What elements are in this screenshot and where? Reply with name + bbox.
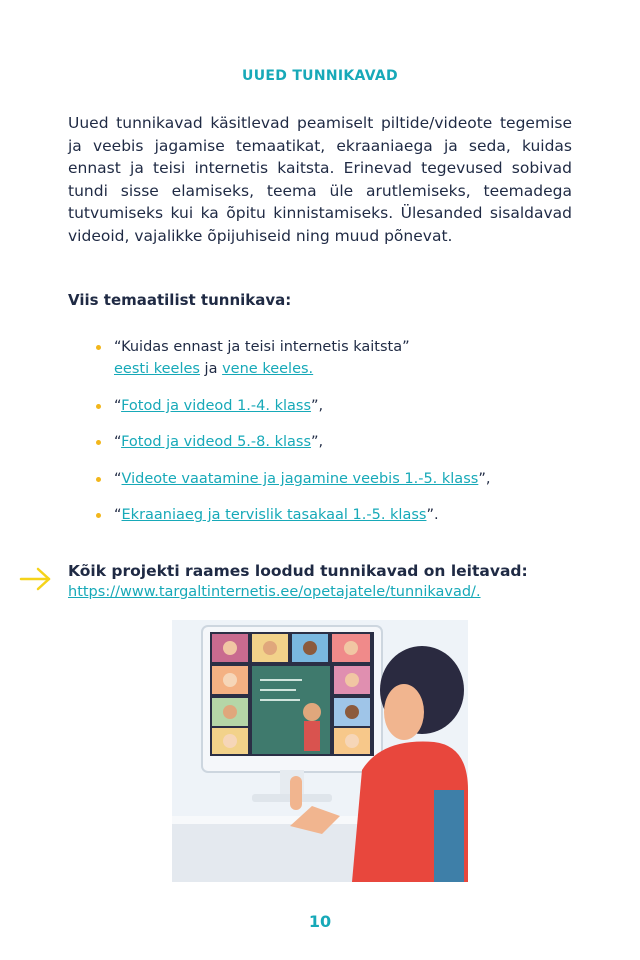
list-item xyxy=(96,468,490,490)
lesson-plans-heading: Viis temaatilist tunnikava: xyxy=(68,291,292,309)
bullet-icon xyxy=(96,404,101,409)
list-item xyxy=(96,395,323,417)
bullet-icon xyxy=(96,345,101,350)
page-title: UUED TUNNIKAVAD xyxy=(242,68,398,84)
list-item xyxy=(96,336,410,380)
quote-close: ”. xyxy=(426,507,439,523)
list-item-connector: ja xyxy=(199,361,223,377)
bullet-icon xyxy=(96,440,101,445)
quote-open: “ xyxy=(114,507,122,523)
lesson-plans-note: Kõik projekti raames loodud tunnikavad on leitavad: xyxy=(68,562,528,580)
quote-open: “ xyxy=(114,434,122,450)
video-call-illustration xyxy=(172,620,468,882)
arrow-right-icon xyxy=(18,565,54,593)
quote-close: ”, xyxy=(478,471,491,487)
lesson-plans-url[interactable]: https://www.targaltinternetis.ee/opetajatele/tunnikavad/. xyxy=(68,584,481,600)
link-screen-time-balance[interactable]: Ekraaniaeg ja tervislik tasakaal 1.-5. klass xyxy=(121,507,427,523)
list-item-text: “Kuidas ennast ja teisi internetis kaitsta” xyxy=(114,339,410,355)
bullet-icon xyxy=(96,477,101,482)
bullet-icon xyxy=(96,513,101,518)
quote-close: ”, xyxy=(311,398,324,414)
list-item xyxy=(96,504,439,526)
link-watching-sharing-videos[interactable]: Videote vaatamine ja jagamine veebis 1.-5. klass xyxy=(121,471,479,487)
quote-open: “ xyxy=(114,398,122,414)
quote-open: “ xyxy=(114,471,122,487)
link-estonian[interactable]: eesti keeles xyxy=(114,361,200,377)
intro-paragraph: Uued tunnikavad käsitlevad peamiselt piltide/videote tegemise ja veebis jagamise temaatikat, ekraaniaega ja seda, kuidas ennast ja teisi internetis kaitsta. Erinevad tegevused sobivad tundi sisse elamiseks, teema üle arutlemiseks, teemadega tutvumiseks kui ka õpitu kinnistamiseks. Ülesanded sisaldavad videoid, vajalikke õpijuhiseid ning muud põnevat. xyxy=(68,114,572,245)
link-russian[interactable]: vene keeles. xyxy=(222,361,314,377)
link-photos-videos-1-4[interactable]: Fotod ja videod 1.-4. klass xyxy=(121,398,312,414)
quote-close: ”, xyxy=(311,434,324,450)
list-item xyxy=(96,431,323,453)
page-number: 10 xyxy=(308,912,332,931)
link-photos-videos-5-8[interactable]: Fotod ja videod 5.-8. klass xyxy=(121,434,312,450)
